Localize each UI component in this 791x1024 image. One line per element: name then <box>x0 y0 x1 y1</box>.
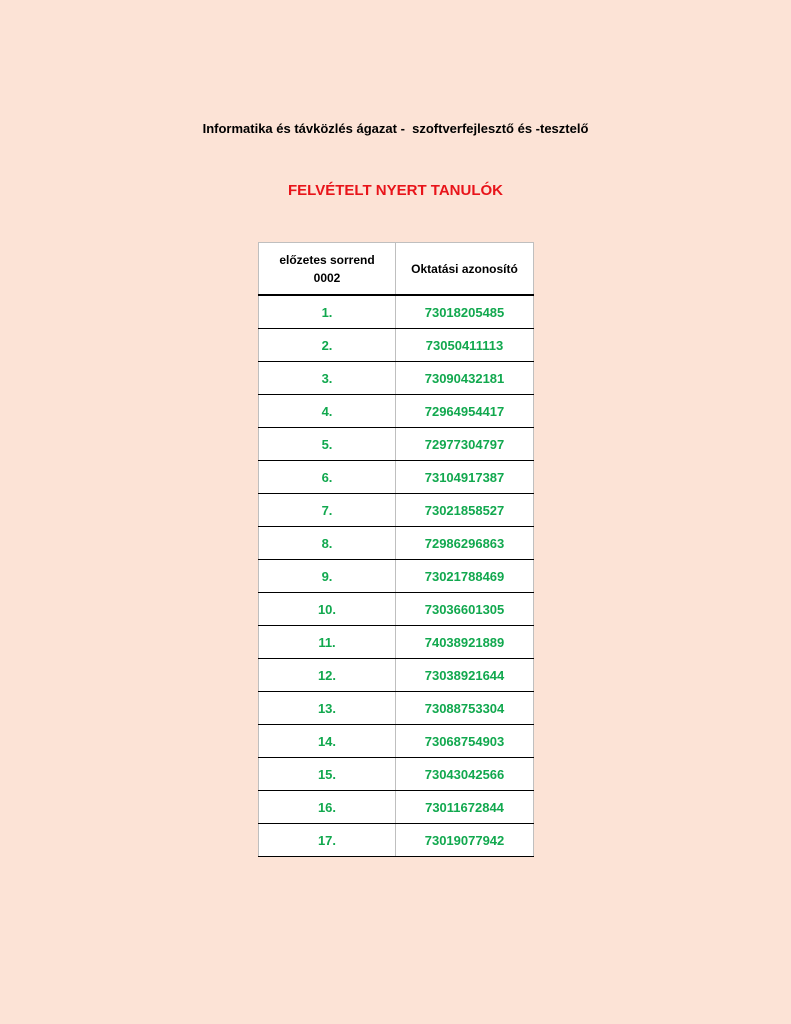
table-row <box>259 395 534 428</box>
table-row <box>259 692 534 725</box>
table-row <box>259 593 534 626</box>
id-cell: 73036601305 <box>396 593 534 626</box>
table-row <box>259 824 534 857</box>
table-row <box>259 758 534 791</box>
id-cell: 72977304797 <box>396 428 534 461</box>
table-row <box>259 461 534 494</box>
id-cell: 73018205485 <box>396 295 534 329</box>
rank-cell: 3. <box>259 362 396 395</box>
rank-cell: 8. <box>259 527 396 560</box>
column-header-id: Oktatási azonosító <box>396 243 534 296</box>
id-cell: 73104917387 <box>396 461 534 494</box>
rank-cell: 10. <box>259 593 396 626</box>
id-cell: 73068754903 <box>396 725 534 758</box>
table-row <box>259 725 534 758</box>
rank-cell: 15. <box>259 758 396 791</box>
rank-cell: 7. <box>259 494 396 527</box>
rank-cell: 14. <box>259 725 396 758</box>
id-cell: 73019077942 <box>396 824 534 857</box>
id-cell: 72986296863 <box>396 527 534 560</box>
id-cell: 73011672844 <box>396 791 534 824</box>
table-row <box>259 560 534 593</box>
table-header-row <box>259 243 534 296</box>
rank-cell: 1. <box>259 295 396 329</box>
column-header-rank <box>259 243 396 296</box>
rank-cell: 9. <box>259 560 396 593</box>
table-row <box>259 494 534 527</box>
id-cell: 73088753304 <box>396 692 534 725</box>
rank-cell: 13. <box>259 692 396 725</box>
column-header-rank-label: előzetes sorrend <box>279 252 375 267</box>
admitted-students-table <box>258 242 534 857</box>
table-row <box>259 329 534 362</box>
page-title: FELVÉTELT NYERT TANULÓK <box>288 182 503 199</box>
rank-cell: 16. <box>259 791 396 824</box>
id-cell: 73038921644 <box>396 659 534 692</box>
table-row <box>259 362 534 395</box>
table-row <box>259 295 534 329</box>
admitted-students-table-container <box>258 242 533 857</box>
rank-cell: 11. <box>259 626 396 659</box>
table-row <box>259 527 534 560</box>
table-row <box>259 659 534 692</box>
rank-cell: 2. <box>259 329 396 362</box>
rank-cell: 5. <box>259 428 396 461</box>
id-cell: 74038921889 <box>396 626 534 659</box>
rank-cell: 4. <box>259 395 396 428</box>
rank-cell: 17. <box>259 824 396 857</box>
rank-cell: 12. <box>259 659 396 692</box>
document-header: Informatika és távközlés ágazat - szoftverfejlesztő és -tesztelő <box>202 121 589 136</box>
id-cell: 73090432181 <box>396 362 534 395</box>
table-row <box>259 626 534 659</box>
table-row <box>259 791 534 824</box>
id-cell: 73043042566 <box>396 758 534 791</box>
id-cell: 73050411113 <box>396 329 534 362</box>
column-header-rank-code: 0002 <box>313 270 341 285</box>
id-cell: 72964954417 <box>396 395 534 428</box>
rank-cell: 6. <box>259 461 396 494</box>
id-cell: 73021788469 <box>396 560 534 593</box>
table-row <box>259 428 534 461</box>
id-cell: 73021858527 <box>396 494 534 527</box>
